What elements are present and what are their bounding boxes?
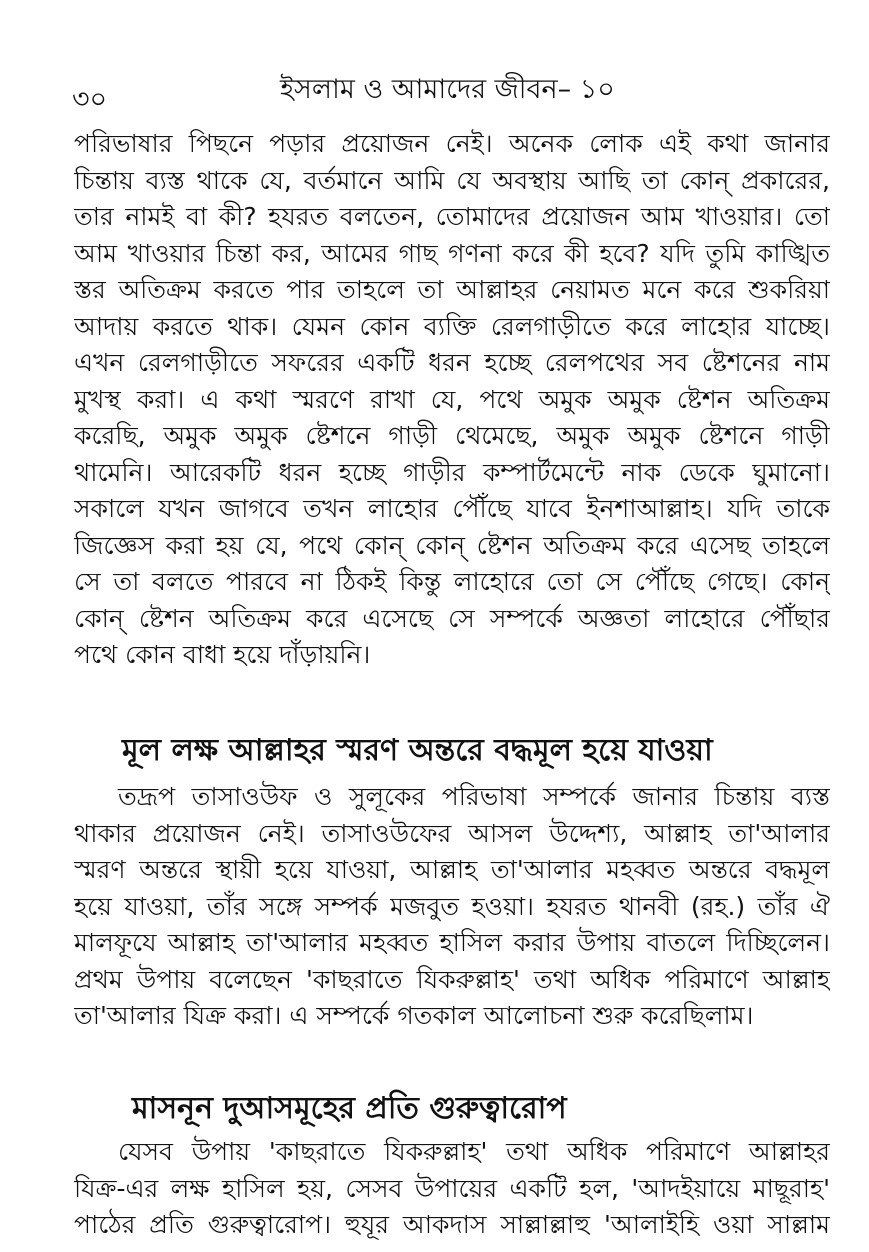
text-line: চিন্তায় ব্যস্ত থাকে যে, বর্তমানে আমি যে অবস্থায় আছি তা কোন্ প্রকারের, — [74, 165, 830, 195]
text-line: তার নামই বা কী? হযরত বলতেন, তোমাদের প্রয়োজন আম খাওয়ার। তো — [74, 202, 830, 231]
text-line: পাঠের প্রতি গুরুত্বারোপ। হুযূর আকদাস সাল্লাল্লাহু 'আলাইহি ওয়া সাল্লাম — [74, 1210, 830, 1239]
text-line: যেসব উপায় 'কাছরাতে যিকরুল্লাহ' তথা অধিক পরিমাণে আল্লাহর — [118, 1137, 830, 1166]
text-line: হয়ে যাওয়া, তাঁর সঙ্গে সম্পর্ক মজবুত হওয়া। হযরত থানবী (রহ.) তাঁর ঐ — [74, 891, 830, 921]
text-line: স্তর অতিক্রম করতে পার তাহলে তা আল্লাহর নেয়ামত মনে করে শুকরিয়া — [74, 275, 830, 304]
section-heading-1: মূল লক্ষ আল্লাহর স্মরণ অন্তরে বদ্ধমূল হয়ে যাওয়া — [122, 733, 713, 768]
text-line: স্মরণ অন্তরে স্থায়ী হয়ে যাওয়া, আল্লাহ তা'আলার মহব্বত অন্তরে বদ্ধমূল — [74, 855, 830, 884]
section-heading-2: মাসনূন দুআসমূহের প্রতি গুরুত্বারোপ — [132, 1091, 567, 1126]
paragraph-1 — [74, 126, 830, 674]
text-line: পরিভাষার পিছনে পড়ার প্রয়োজন নেই। অনেক লোক এই কথা জানার — [74, 129, 830, 158]
text-line: কোন্ ষ্টেশন অতিক্রম করে এসেছে সে সম্পর্কে অজ্ঞতা লাহোরে পৌঁছার — [74, 603, 830, 633]
text-line: জিজ্ঞেস করা হয় যে, পথে কোন্ কোন্ ষ্টেশন অতিক্রম করে এসেছ তাহলে — [74, 530, 830, 560]
text-line: সে তা বলতে পারবে না ঠিকই কিন্তু লাহোরে তো সে পৌঁছে গেছে। কোন্ — [74, 567, 830, 596]
text-line: থাকার প্রয়োজন নেই। তাসাওউফের আসল উদ্দেশ্য, আল্লাহ তা'আলার — [74, 818, 830, 848]
text-line: আদায় করতে থাক। যেমন কোন ব্যক্তি রেলগাড়ীতে করে লাহোর যাচ্ছে। — [74, 311, 830, 341]
paragraph-3 — [74, 1134, 830, 1244]
text-line: প্রথম উপায় বলেছেন 'কাছরাতে যিকরুল্লাহ' তথা অধিক পরিমাণে আল্লাহ — [74, 964, 830, 994]
running-title: ইসলাম ও আমাদের জীবন– ১০ — [280, 74, 615, 105]
text-line: থামেনি। আরেকটি ধরন হচ্ছে গাড়ীর কম্পার্টমেন্টে নাক ডেকে ঘুমানো। — [74, 457, 830, 487]
text-line: আম খাওয়ার চিন্তা কর, আমের গাছ গণনা করে কী হবে? যদি তুমি কাঙ্খিত — [74, 238, 830, 268]
text-line: মালফূযে আল্লাহ তা'আলার মহব্বত হাসিল করার উপায় বাতলে দিচ্ছিলেন। — [74, 928, 830, 957]
text-line: পথে কোন বাধা হয়ে দাঁড়ায়নি। — [74, 640, 371, 669]
paragraph-2 — [74, 779, 830, 1035]
text-line: যিক্র-এর লক্ষ হাসিল হয়, সেসব উপায়ের একটি হল, 'আদইয়ায়ে মাছূরাহ' — [74, 1173, 830, 1203]
text-line: মুখস্থ করা। এ কথা স্মরণে রাখা যে, পথে অমুক অমুক ষ্টেশন অতিক্রম — [74, 384, 830, 414]
text-line: সকালে যখন জাগবে তখন লাহোর পৌঁছে যাবে ইনশাআল্লাহ। যদি তাকে — [74, 494, 830, 523]
text-line: তা'আলার যিক্র করা। এ সম্পর্কে গতকাল আলোচনা শুরু করেছিলাম। — [74, 1001, 754, 1030]
page-number: ৩০ — [72, 84, 108, 115]
text-line: তদ্রূপ তাসাওউফ ও সুলূকের পরিভাষা সম্পর্কে জানার চিন্তায় ব্যস্ত — [118, 782, 830, 811]
text-line: করেছি, অমুক অমুক ষ্টেশনে গাড়ী থেমেছে, অমুক অমুক ষ্টেশনে গাড়ী — [74, 421, 830, 450]
text-line: এখন রেলগাড়ীতে সফরের একটি ধরন হচ্ছে রেলপথের সব ষ্টেশনের নাম — [74, 348, 830, 377]
